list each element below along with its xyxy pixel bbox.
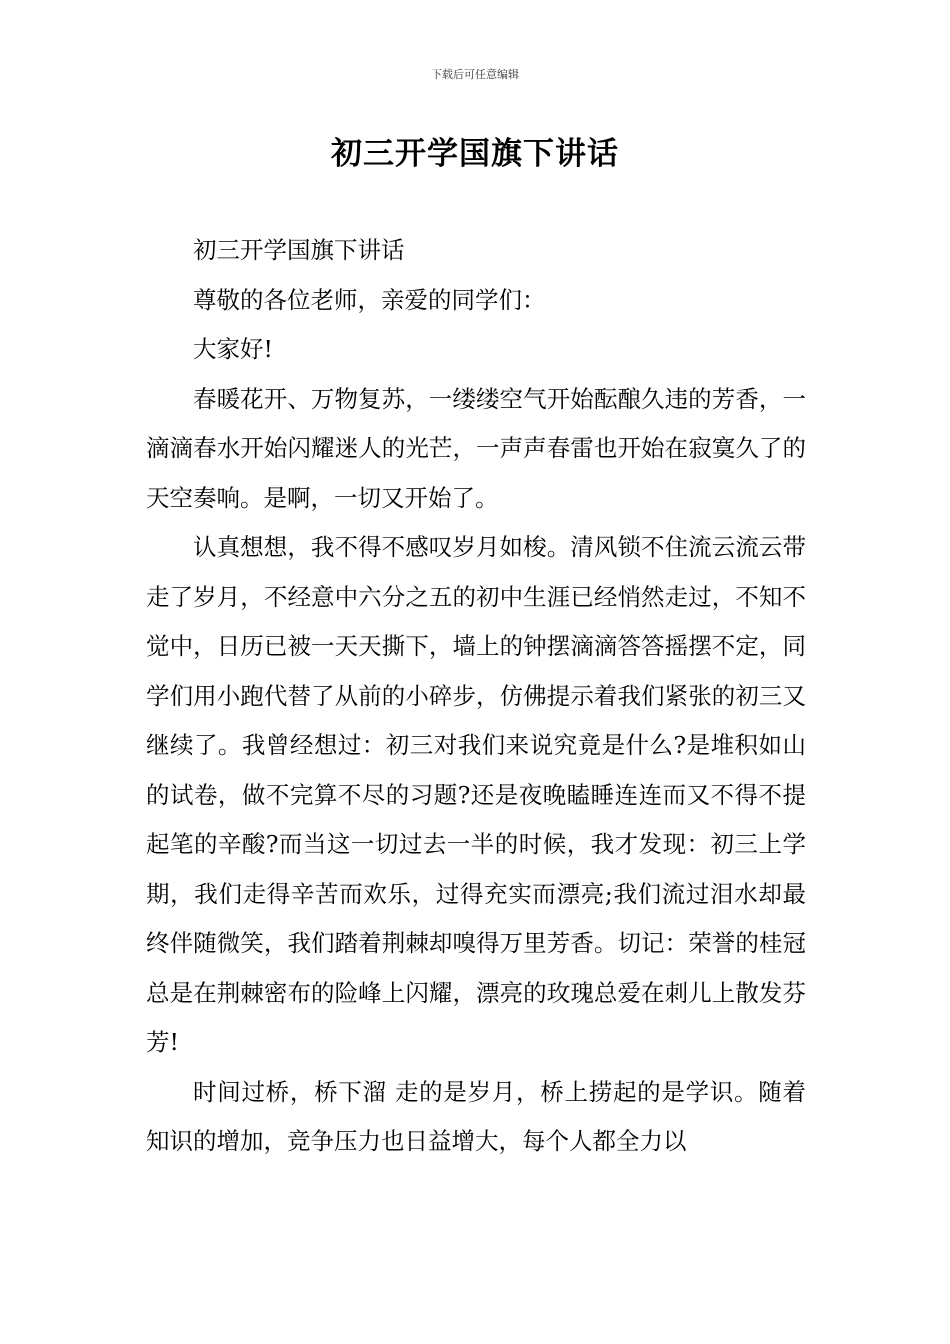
paragraph-salutation: 尊敬的各位老师，亲爱的同学们：	[193, 285, 546, 314]
document-title: 初三开学国旗下讲话	[331, 136, 619, 172]
document-body	[146, 226, 806, 1167]
paragraph-greeting: 大家好!	[193, 335, 273, 363]
paragraph-subtitle: 初三开学国旗下讲话	[193, 236, 405, 264]
paragraph-time-bridge: 时间过桥，桥下溜 走的是岁月，桥上捞起的是学识。随着知识的增加，竞争压力也日益增大，每个人都全力以	[146, 1077, 806, 1155]
paragraph-reflection: 认真想想，我不得不感叹岁月如梭。清风锁不住流云流云带走了岁月，不经意中六分之五的初中生涯已经悄然走过，不知不觉中，日历已被一天天撕下，墙上的钟摆滴滴答答摇摆不定，同学们用小跑代替了从前的小碎步，仿佛提示着我们紧张的初三又继续了。我曾经想过：初三对我们来说究竟是什么?是堆积如山的试卷，做不完算不尽的习题?还是夜晚瞌睡连连而又不得不提起笔的辛酸?而当这一切过去一半的时候，我才发现：初三上学期，我们走得辛苦而欢乐，过得充实而漂亮;我们流过泪水却最终伴随微笑，我们踏着荆棘却嗅得万里芳香。切记：荣誉的桂冠总是在荆棘密布的险峰上闪耀，漂亮的玫瑰总爱在刺儿上散发芬芳!	[146, 533, 806, 1056]
paragraph-spring: 春暖花开、万物复苏，一缕缕空气开始酝酿久违的芳香，一滴滴春水开始闪耀迷人的光芒，一声声春雷也开始在寂寞久了的天空奏响。是啊，一切又开始了。	[146, 384, 806, 512]
header-note: 下载后可任意编辑	[431, 68, 519, 81]
